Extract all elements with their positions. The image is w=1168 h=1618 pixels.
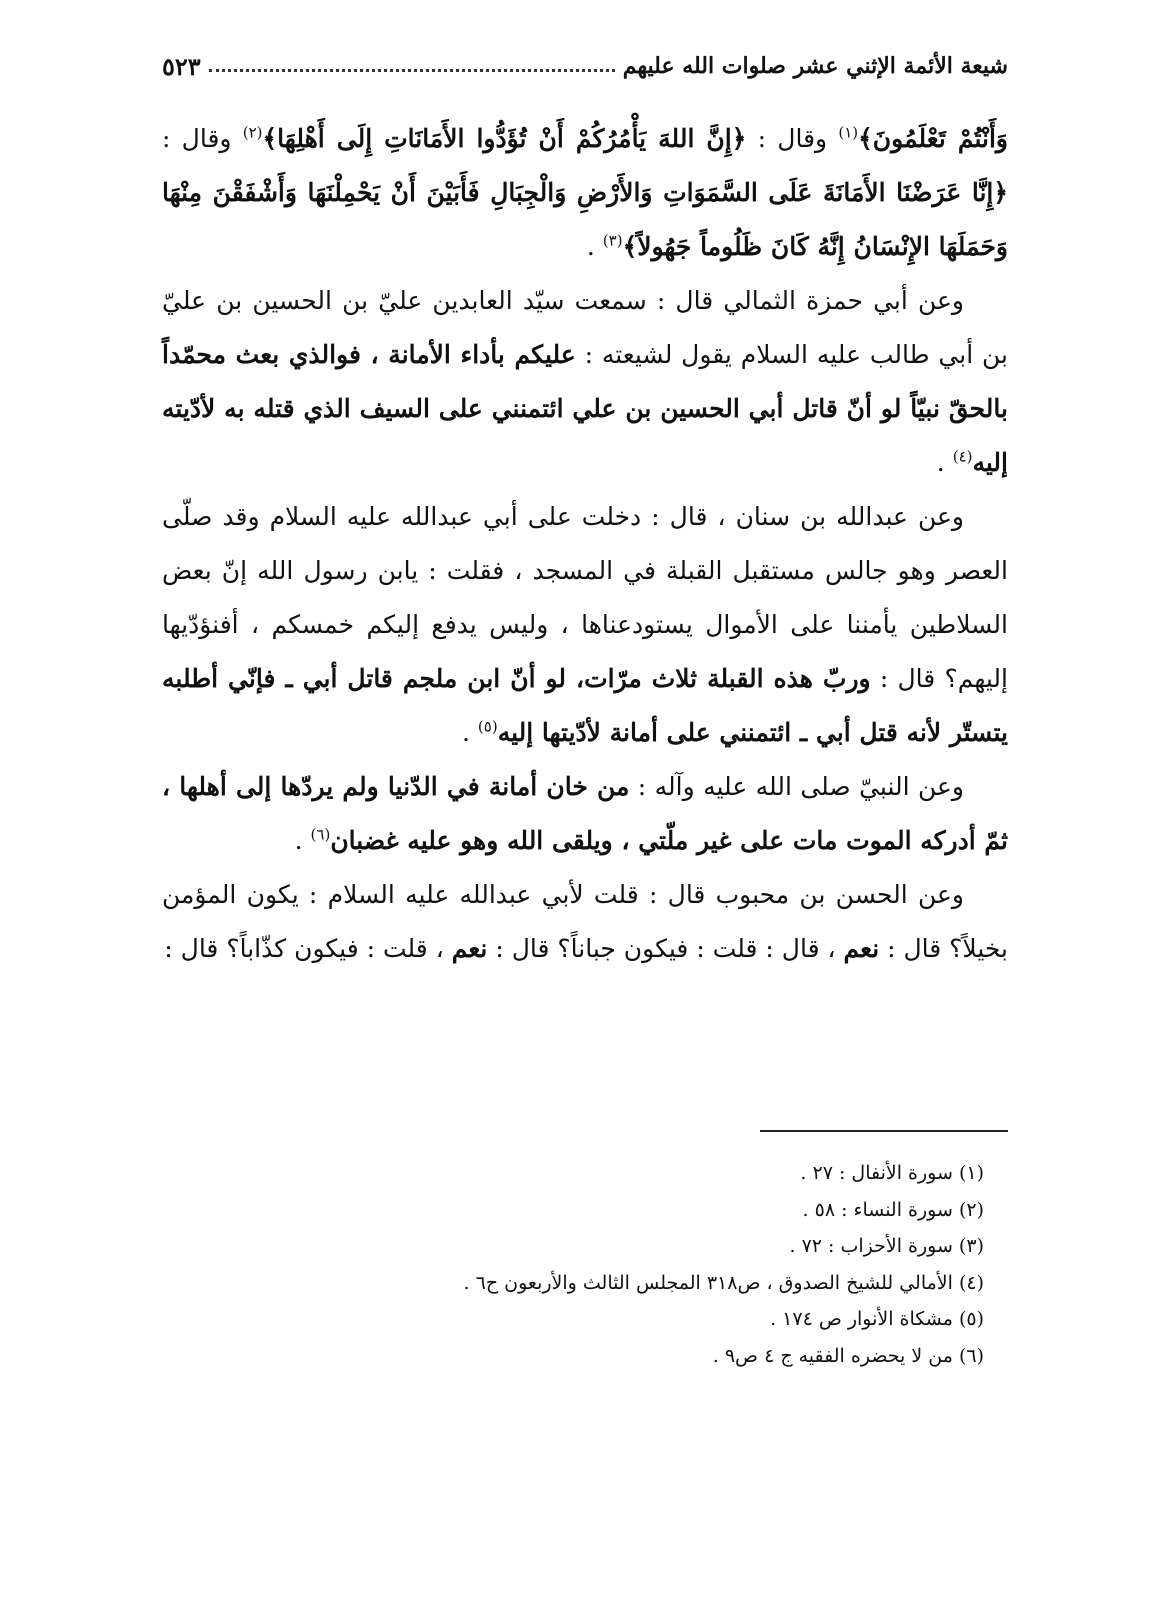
footnote-ref: (٢) bbox=[242, 123, 263, 142]
footnote-4: (٤) الأمالي للشيخ الصدوق ، ص٣١٨ المجلس الثالث والأربعون ح٦ . bbox=[463, 1271, 984, 1294]
footnote-3: (٣) سورة الأحزاب : ٧٢ . bbox=[789, 1235, 984, 1257]
plain-text: . bbox=[586, 232, 603, 261]
plain-text: ، قال : قلت : فيكون جباناً؟ قال : bbox=[487, 934, 844, 963]
paragraph-hadith-1 bbox=[162, 274, 1008, 490]
paragraph-verses bbox=[162, 112, 1008, 274]
hadith-text: وربّ هذه القبلة ثلاث مرّات، لو أنّ ابن ملجم قاتل أبي ـ فإنّي أطلبه يتستّر لأنه قتل أبي ـ ائتمنني على أمانة لأدّيتها إليه bbox=[162, 664, 1008, 747]
footnote-ref: (٤) bbox=[952, 447, 973, 466]
footnote-ref: (١) bbox=[838, 123, 859, 142]
plain-text: . bbox=[462, 718, 478, 747]
paragraph-hadith-3 bbox=[162, 760, 1008, 868]
header-leader-dots bbox=[209, 69, 615, 72]
main-text bbox=[162, 112, 1008, 976]
footnote-1: (١) سورة الأنفال : ٢٧ . bbox=[800, 1162, 984, 1184]
verse-text: ﴿إِنَّ اللهَ يَأْمُرُكُمْ أَنْ تُؤَدُّوا الأَمَانَاتِ إِلَى أَهْلِهَا﴾ bbox=[262, 124, 747, 153]
plain-text: وعن الحسن بن محبوب قال : قلت لأبي عبدالله عليه السلام : يكون المؤمن بخيلاً؟ قال : bbox=[162, 880, 1008, 963]
plain-text: وقال : bbox=[162, 124, 243, 153]
paragraph-hadith-4 bbox=[162, 868, 1008, 976]
footnote-5: (٥) مشكاة الأنوار ص ١٧٤ . bbox=[770, 1308, 984, 1330]
answer-text: نعم bbox=[843, 934, 880, 963]
footnote-ref: (٣) bbox=[602, 231, 623, 250]
plain-text: . bbox=[936, 448, 953, 477]
plain-text: وعن النبيّ صلى الله عليه وآله : bbox=[629, 772, 964, 801]
running-header bbox=[162, 46, 1008, 86]
answer-text: نعم bbox=[451, 934, 488, 963]
footnotes bbox=[162, 1155, 984, 1374]
verse-text: ﴿إِنَّا عَرَضْنَا الأَمَانَةَ عَلَى السَّمَوَاتِ وَالأَرْضِ وَالْجِبَالِ فَأَبَيْنَ أَنْ يَحْمِلْنَهَا وَأَشْفَقْنَ مِنْهَا وَحَمَلَهَا الإِنْسَانُ إِنَّهُ كَانَ ظَلُوماً جَهُولاً﴾ bbox=[162, 178, 1008, 261]
footnote-divider bbox=[760, 1130, 1008, 1132]
footnote-ref: (٦) bbox=[310, 825, 331, 844]
plain-text: ، قلت : فيكون كذّاباً؟ قال : bbox=[164, 934, 452, 963]
footnote-2: (٢) سورة النساء : ٥٨ . bbox=[802, 1198, 984, 1221]
plain-text: وعن أبي حمزة الثمالي قال : سمعت سيّد العابدين عليّ بن الحسين بن عليّ بن أبي طالب عليه السلام يقول لشيعته : bbox=[162, 286, 1008, 369]
verse-text: وَأَنْتُمْ تَعْلَمُونَ﴾ bbox=[858, 124, 1008, 153]
paragraph-hadith-2 bbox=[162, 490, 1008, 760]
page-number: ٥٢٣ bbox=[162, 51, 201, 81]
footnote-ref: (٥) bbox=[477, 717, 498, 736]
plain-text: وقال : bbox=[746, 124, 839, 153]
plain-text: . bbox=[294, 826, 311, 855]
hadith-text: عليكم بأداء الأمانة ، فوالذي بعث محمّداً بالحقّ نبيّاً لو أنّ قاتل أبي الحسين بن علي ائتمنني على السيف الذي قتله به لأدّيته إليه bbox=[162, 340, 1008, 477]
plain-text: وعن عبدالله بن سنان ، قال : دخلت على أبي عبدالله عليه السلام وقد صلّى العصر وهو جالس مستقبل القبلة في المسجد ، فقلت : يابن رسول الله إنّ بعض السلاطين يأمننا على الأموال يستودعناها ، وليس يدفع إليكم خمسكم ، أفنؤدّيها إليهم؟ قال : bbox=[162, 502, 1008, 693]
footnote-6: (٦) من لا يحضره الفقيه ج ٤ ص٩ . bbox=[712, 1344, 984, 1367]
header-title: شيعة الأئمة الإثني عشر صلوات الله عليهم bbox=[622, 53, 1008, 79]
hadith-text: من خان أمانة في الدّنيا ولم يردّها إلى أهلها ، ثمّ أدركه الموت مات على غير ملّتي ، ويلقى الله وهو عليه غضبان bbox=[162, 772, 1008, 855]
